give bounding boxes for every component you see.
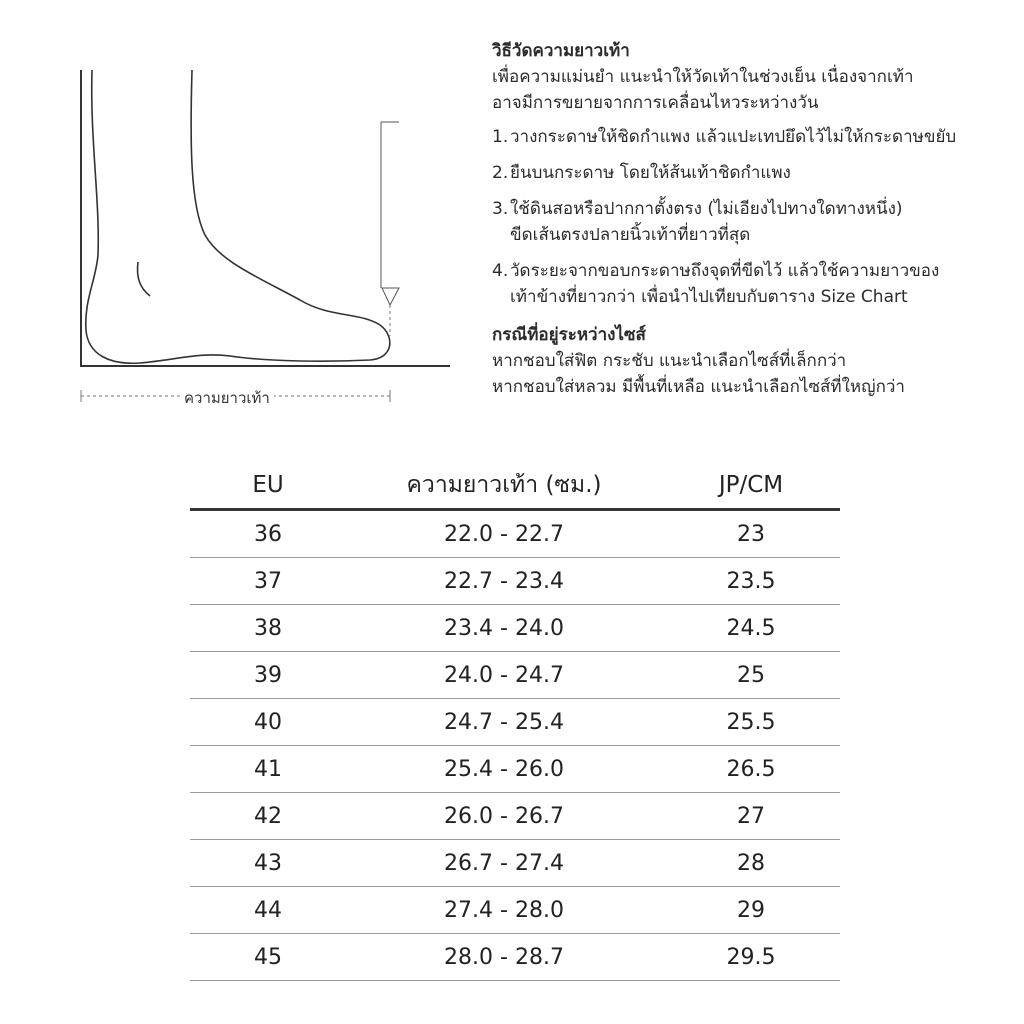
cell-foot-length: 26.7 - 27.4 xyxy=(346,840,662,887)
size-chart-table xyxy=(190,462,840,981)
header-foot-length: ความยาวเท้า (ซม.) xyxy=(346,462,662,510)
cell-eu: 39 xyxy=(190,652,346,699)
step-text: วางกระดาษให้ชิดกำแพง แล้วแปะเทปยึดไว้ไม่ให้กระดาษขยับ xyxy=(510,127,957,147)
step-2 xyxy=(492,160,1012,186)
foot-outline-icon xyxy=(60,60,460,420)
cell-jp-cm: 27 xyxy=(662,793,840,840)
cell-foot-length: 27.4 - 28.0 xyxy=(346,887,662,934)
cell-eu: 37 xyxy=(190,558,346,605)
instructions-title: วิธีวัดความยาวเท้า xyxy=(492,41,630,61)
table-row xyxy=(190,934,840,981)
cell-jp-cm: 25.5 xyxy=(662,699,840,746)
cell-jp-cm: 23.5 xyxy=(662,558,840,605)
cell-jp-cm: 29 xyxy=(662,887,840,934)
step-text: เท้าข้างที่ยาวกว่า เพื่อนำไปเทียบกับตาราง Size Chart xyxy=(510,287,908,307)
step-text: ใช้ดินสอหรือปากกาตั้งตรง (ไม่เอียงไปทางใดทางหนึ่ง) xyxy=(510,199,903,219)
cell-foot-length: 22.0 - 22.7 xyxy=(346,510,662,558)
cell-foot-length: 22.7 - 23.4 xyxy=(346,558,662,605)
step-text: วัดระยะจากขอบกระดาษถึงจุดที่ขีดไว้ แล้วใช้ความยาวของ xyxy=(510,261,940,281)
cell-jp-cm: 24.5 xyxy=(662,605,840,652)
cell-eu: 43 xyxy=(190,840,346,887)
cell-eu: 40 xyxy=(190,699,346,746)
step-text: ยืนบนกระดาษ โดยให้ส้นเท้าชิดกำแพง xyxy=(510,163,791,183)
between-sizes-line-1: หากชอบใส่ฟิต กระชับ แนะนำเลือกไซส์ที่เล็กกว่า xyxy=(492,351,847,371)
intro-line-2: อาจมีการขยายจากการเคลื่อนไหวระหว่างวัน xyxy=(492,93,819,113)
table-header-row xyxy=(190,462,840,510)
cell-foot-length: 26.0 - 26.7 xyxy=(346,793,662,840)
cell-foot-length: 25.4 - 26.0 xyxy=(346,746,662,793)
cell-jp-cm: 29.5 xyxy=(662,934,840,981)
cell-eu: 44 xyxy=(190,887,346,934)
cell-jp-cm: 28 xyxy=(662,840,840,887)
cell-jp-cm: 23 xyxy=(662,510,840,558)
step-4 xyxy=(492,258,1012,310)
step-1 xyxy=(492,124,1012,150)
step-text: ขีดเส้นตรงปลายนิ้วเท้าที่ยาวที่สุด xyxy=(510,225,751,245)
cell-eu: 45 xyxy=(190,934,346,981)
table-row xyxy=(190,699,840,746)
table-row xyxy=(190,510,840,558)
table-row xyxy=(190,652,840,699)
cell-eu: 38 xyxy=(190,605,346,652)
cell-jp-cm: 25 xyxy=(662,652,840,699)
cell-foot-length: 23.4 - 24.0 xyxy=(346,605,662,652)
table-row xyxy=(190,558,840,605)
measuring-instructions xyxy=(492,38,1012,400)
cell-eu: 36 xyxy=(190,510,346,558)
foot-measurement-diagram xyxy=(60,60,460,420)
table-row xyxy=(190,605,840,652)
table-row xyxy=(190,840,840,887)
between-sizes-line-2: หากชอบใส่หลวม มีพื้นที่เหลือ แนะนำเลือกไซส์ที่ใหญ่กว่า xyxy=(492,377,905,397)
header-eu: EU xyxy=(190,462,346,510)
cell-foot-length: 24.0 - 24.7 xyxy=(346,652,662,699)
foot-length-caption: ความยาวเท้า xyxy=(180,386,274,410)
cell-foot-length: 28.0 - 28.7 xyxy=(346,934,662,981)
step-number: 4. xyxy=(492,261,509,281)
header-jp-cm: JP/CM xyxy=(662,462,840,510)
table-row xyxy=(190,746,840,793)
between-sizes-title: กรณีที่อยู่ระหว่างไซส์ xyxy=(492,325,646,345)
cell-eu: 41 xyxy=(190,746,346,793)
steps-list xyxy=(492,124,1012,310)
step-number: 3. xyxy=(492,199,509,219)
step-number: 1. xyxy=(492,127,509,147)
intro-line-1: เพื่อความแม่นยำ แนะนำให้วัดเท้าในช่วงเย็น เนื่องจากเท้า xyxy=(492,67,914,87)
cell-foot-length: 24.7 - 25.4 xyxy=(346,699,662,746)
cell-eu: 42 xyxy=(190,793,346,840)
step-3 xyxy=(492,196,1012,248)
cell-jp-cm: 26.5 xyxy=(662,746,840,793)
table-row xyxy=(190,793,840,840)
step-number: 2. xyxy=(492,163,509,183)
table-row xyxy=(190,887,840,934)
